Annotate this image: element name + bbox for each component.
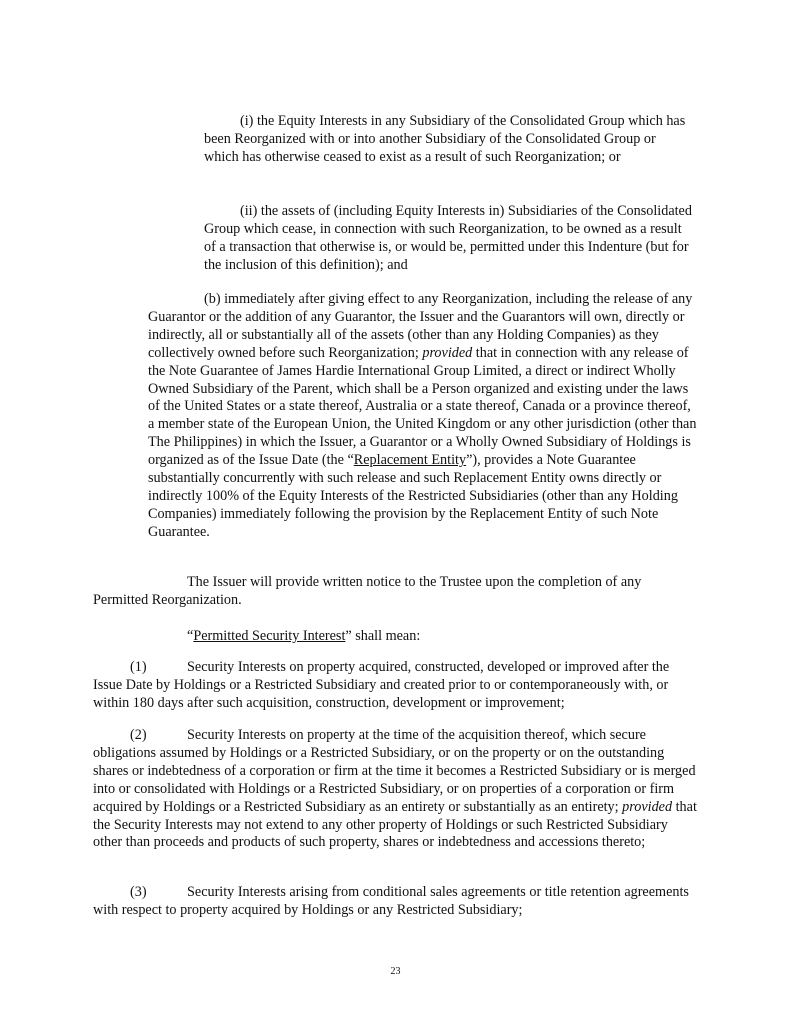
item-number-3: (3) <box>130 884 147 900</box>
definition-permitted-security-interest <box>187 628 687 646</box>
clause-b-text-3: ”), provides a Note Guarantee substantially concurrently with such release and such Replacement Entity owns directly or indirectly 100% of the Equity Interests of the Restricted Subsidiaries (other than any Holding Companies) immediately following the provision by the Replacement Entity of such Note Guarantee. <box>148 452 678 540</box>
item-3-text: Security Interests arising from conditional sales agreements or title retention agreements with respect to property acquired by Holdings or any Restricted Subsidiary; <box>93 884 689 918</box>
item-2-text-before: Security Interests on property at the time of the acquisition thereof, which secure obligations assumed by Holdings or a Restricted Subsidiary, or on the property or on the outstanding shares or indebtedness of a corporation or firm at the time it becomes a Restricted Subsidiary or is merged into or consolidated with Holdings or a Restricted Subsidiary, or on properties of a corporation or firm acquired by Holdings or a Restricted Subsidiary as an entirety or substantially as an entirety; <box>93 727 696 815</box>
paragraph-notice <box>93 574 697 610</box>
item-2-provided-italic: provided <box>622 798 673 815</box>
clause-b-text-2: that in connection with any release of the Note Guarantee of James Hardie International Group Limited, a direct or indirect Wholly Owned Subsidiary of the Parent, which shall be a Person organized and existing under the laws of the United States or a state thereof, Australia or a state thereof, Canada or a province thereof, a member state of the European Union, the United Kingdom or any other jurisdiction (other than The Philippines) in which the Issuer, a Guarantor or a Wholly Owned Subsidiary of Holdings is organized as of the Issue Date (the “ <box>148 344 697 469</box>
paragraph-clause-b <box>148 291 700 542</box>
defined-term-permitted-security-interest: Permitted Security Interest <box>193 628 346 644</box>
definition-open-quote: “ <box>187 628 194 644</box>
item-1-text: Security Interests on property acquired, constructed, developed or improved after the Issue Date by Holdings or a Restricted Subsidiary and created prior to or contemporaneously with, or within 180 days after such acquisition, construction, development or improvement; <box>93 659 670 711</box>
subclause-i-text: (i) the Equity Interests in any Subsidiary of the Consolidated Group which has been Reorganized with or into another Subsidiary of the Consolidated Group or which has otherwise ceased to exist as a result of such Reorganization; or <box>204 113 686 165</box>
item-2-text-after: that the Security Interests may not extend to any other property of Holdings or such Restricted Subsidiary other than proceeds and products of such property, shares or indebtedness and accessions thereto; <box>93 798 697 851</box>
item-number-1: (1) <box>130 659 147 675</box>
item-number-2: (2) <box>130 727 147 743</box>
list-item-3 <box>93 884 697 920</box>
list-item-2 <box>93 727 697 852</box>
list-item-1 <box>93 659 697 713</box>
definition-rest: ” shall mean: <box>345 628 421 644</box>
subclause-ii-text: (ii) the assets of (including Equity Interests in) Subsidiaries of the Consolidated Group which cease, in connection with such Reorganization, to be owned as a result of a transaction that otherwise is, or would be, permitted under this Indenture (but for the inclusion of this definition); and <box>204 203 692 273</box>
provided-italic: provided <box>422 344 473 361</box>
paragraph-subclause-i <box>204 113 692 167</box>
paragraph-subclause-ii <box>204 203 692 275</box>
notice-text: The Issuer will provide written notice to the Trustee upon the completion of any Permitted Reorganization. <box>93 574 642 608</box>
clause-b-text-1: (b) immediately after giving effect to any Reorganization, including the release of any Guarantor or the addition of any Guarantor, the Issuer and the Guarantors will own, directly or indirectly, all or substantially all of the assets (other than any Holding Companies) as they collectively owned before such Reorganization; <box>148 291 693 361</box>
page-number: 23 <box>390 966 401 977</box>
defined-term-replacement-entity: Replacement Entity <box>353 452 467 469</box>
